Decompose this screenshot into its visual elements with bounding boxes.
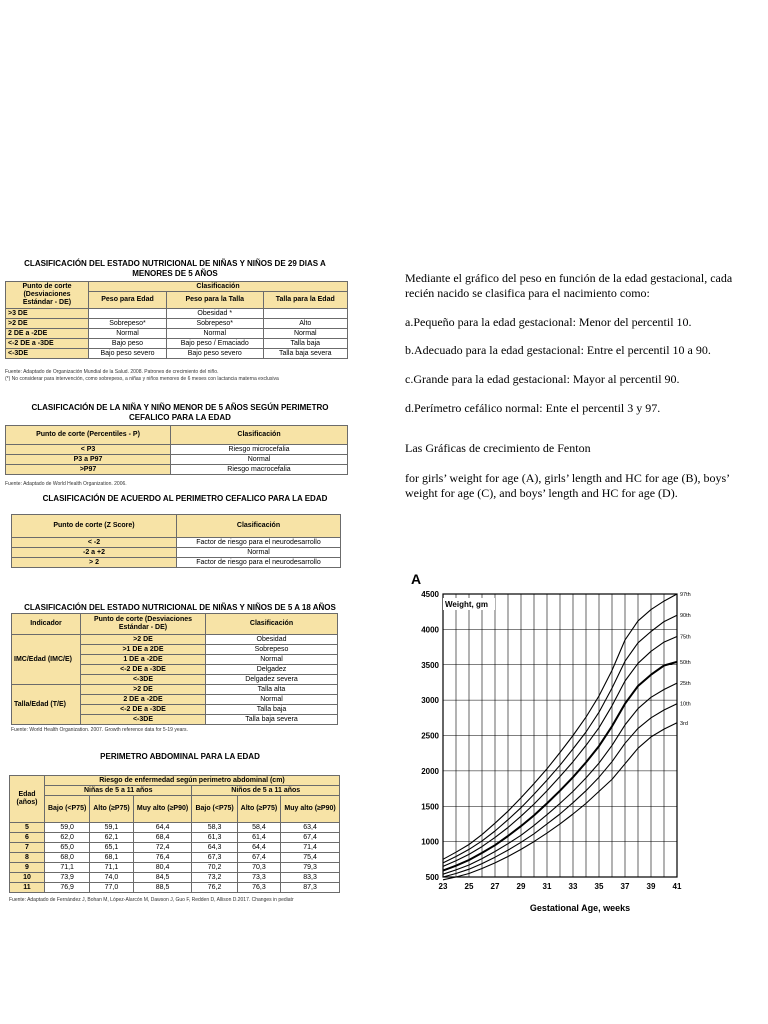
header-col: Peso para Edad [89,292,167,309]
cell: Talla baja [263,339,348,349]
table-row [10,823,340,833]
cell: Factor de riesgo para el neurodesarrollo [177,538,341,548]
cell: 76,4 [133,853,192,863]
series-label-50th: 50th [680,659,691,666]
header-sub: Bajo (<P75) [45,796,90,823]
fenton-heading: Las Gráficas de crecimiento de Fenton [405,441,591,455]
header-cutoff: Punto de corte (Percentiles - P) [6,426,171,445]
x-tick-label: 37 [620,882,630,891]
table-row [6,319,348,329]
x-tick-label: 33 [568,882,578,891]
cell: Normal [167,329,264,339]
series-label-75th: 75th [680,634,691,641]
table4-title: CLASIFICACIÓN DEL ESTADO NUTRICIONAL DE NIÑAS Y NIÑOS DE 5 A 18 AÑOS [24,603,336,612]
table2-source: Fuente: Adaptado de World Health Organization. 2006. [5,481,127,487]
cell: 77,0 [90,883,133,893]
y-tick-label: 3500 [421,660,439,670]
head-circumference-zscore-table [11,514,341,568]
cell: Sobrepeso* [89,319,167,329]
cell: 79,3 [281,863,340,873]
cell: Bajo peso severo [89,349,167,359]
table-row [6,309,348,319]
cell: Bajo peso [89,339,167,349]
y-tick-label: 2000 [421,766,439,776]
cell: 70,2 [192,863,237,873]
cell: Bajo peso severo [167,349,264,359]
header-classification: Clasificación [171,426,348,445]
x-tick-label: 41 [672,882,682,891]
cell: 87,3 [281,883,340,893]
cell: 67,3 [192,853,237,863]
table-row [12,685,338,695]
cell: 68,0 [45,853,90,863]
cell: 63,4 [281,823,340,833]
cell [89,309,167,319]
cell: 80,4 [133,863,192,873]
cell: 73,2 [192,873,237,883]
cell: 58,4 [237,823,280,833]
cell: 5 [10,823,45,833]
header-cutoff: Punto de corte (Z Score) [12,515,177,538]
cell: Talla baja severa [263,349,348,359]
cell: 1 DE a -2DE [81,655,206,665]
series-label-97th: 97th [680,592,691,598]
panel-label: A [411,571,422,587]
table-row [12,558,341,568]
table-row [6,455,348,465]
cell: 7 [10,843,45,853]
cell: <-3DE [81,675,206,685]
cell: <-2 DE a -3DE [81,705,206,715]
indicator-imc: IMC/Edad (IMC/E) [12,635,81,685]
header-risk: Riesgo de enfermedad según perimetro abdominal (cm) [45,776,340,786]
table-row [6,465,348,475]
cell: 71,4 [281,843,340,853]
header-col: Peso para la Talla [167,292,264,309]
cell: Obesidad * [167,309,264,319]
header-girls: Niñas de 5 a 11 años [45,786,192,796]
cell: 10 [10,873,45,883]
header-indicator: Indicador [12,614,81,635]
cell: 88,5 [133,883,192,893]
item-c: c.Grande para la edad gestacional: Mayor al percentil 90. [405,372,680,386]
cell: 76,9 [45,883,90,893]
table-row [10,853,340,863]
table-row [6,445,348,455]
table-row [6,329,348,339]
cell: >2 DE [6,319,89,329]
y-tick-label: 1500 [421,802,439,812]
cell: 8 [10,853,45,863]
fenton-weight-chart [405,570,725,920]
table4-source: Fuente: World Health Organization. 2007. Growth reference data for 5-19 years. [11,727,188,733]
cell: Alto [263,319,348,329]
cell: <-3DE [6,349,89,359]
cell: 59,0 [45,823,90,833]
cell: 73,3 [237,873,280,883]
table5-title: PERIMETRO ABDOMINAL PARA LA EDAD [100,752,260,761]
cell: Normal [263,329,348,339]
cell: 62,0 [45,833,90,843]
cell: Delgadez severa [206,675,338,685]
cell: Normal [206,695,338,705]
fenton-line-2: weight for age (C), and boys’ length and HC for age (D). [405,486,678,500]
cell: Talla baja severa [206,715,338,725]
header-sub: Bajo (<P75) [192,796,237,823]
table1-title: CLASIFICACIÓN DEL ESTADO NUTRICIONAL DE NIÑAS Y NIÑOS DE 29 DIAS A MENORES DE 5 AÑOS [24,259,326,278]
table2-title: CLASIFICACIÓN DE LA NIÑA Y NIÑO MENOR DE 5 AÑOS SEGÚN PERIMETRO CEFALICO PARA LA EDAD [31,403,329,422]
cell: 75,4 [281,853,340,863]
item-a: a.Pequeño para la edad gestacional: Menor del percentil 10. [405,315,692,329]
table1-source: Fuente: Adaptado de Organización Mundial de la Salud. 2008. Patrones de crecimiento del niño. [5,369,219,375]
cell: 68,1 [90,853,133,863]
cell: Normal [171,455,348,465]
intro-line-2: recién nacido se clasifica para el nacimiento como: [405,286,650,300]
cell [263,309,348,319]
header-classification: Clasificación [89,282,348,292]
table3-title: CLASIFICACIÓN DE ACUERDO AL PERIMETRO CEFALICO PARA LA EDAD [42,494,328,503]
table1-note: (*) No considerar para intervención, como sobrepeso, a niñas y niños menores de 6 meses con lactancia materna exclusiva [5,376,279,382]
header-col: Talla para la Edad [263,292,348,309]
cell: 58,3 [192,823,237,833]
cell: 73,9 [45,873,90,883]
cell: 59,1 [90,823,133,833]
cell: 84,5 [133,873,192,883]
cell: 61,3 [192,833,237,843]
x-axis-label: Gestational Age, weeks [529,903,631,913]
cell: < -2 [12,538,177,548]
x-tick-label: 29 [516,882,526,891]
weight-label: Weight, gm [445,600,488,609]
cell: P3 a P97 [6,455,171,465]
header-cutoff: Punto de corte (Desviaciones Estándar - DE) [6,282,89,309]
table-row [12,548,341,558]
cell: 72,4 [133,843,192,853]
cell: 68,4 [133,833,192,843]
table-row [10,833,340,843]
indicator-talla: Talla/Edad (T/E) [12,685,81,725]
cell: Normal [206,655,338,665]
cell: Delgadez [206,665,338,675]
cell: Obesidad [206,635,338,645]
header-classification: Clasificación [206,614,338,635]
series-label-90th: 90th [680,613,691,620]
series-label-25th: 25th [680,681,691,688]
cell: Talla baja [206,705,338,715]
cell: <-2 DE a -3DE [6,339,89,349]
y-tick-label: 4000 [421,625,439,635]
cell: 6 [10,833,45,843]
series-label-3rd: 3rd [680,720,688,727]
header-cutoff: Punto de corte (Desviaciones Estándar - DE) [81,614,206,635]
table-row [10,863,340,873]
cell: > 2 [12,558,177,568]
cell: 61,4 [237,833,280,843]
cell: >2 DE [81,635,206,645]
cell: 71,1 [90,863,133,873]
cell: 62,1 [90,833,133,843]
cell: 11 [10,883,45,893]
cell: >2 DE [81,685,206,695]
header-age: Edad (años) [10,776,45,823]
table-row [10,873,340,883]
table-row [10,883,340,893]
cell: Riesgo microcefalia [171,445,348,455]
cell: < P3 [6,445,171,455]
cell: Talla alta [206,685,338,695]
x-tick-label: 39 [646,882,656,891]
cell: 76,2 [192,883,237,893]
cell: 83,3 [281,873,340,883]
y-tick-label: 4500 [421,590,439,599]
cell: 64,4 [237,843,280,853]
y-tick-label: 1000 [421,837,439,847]
series-label-10th: 10th [680,701,691,708]
x-tick-label: 27 [490,882,500,891]
table5-source: Fuente: Adaptado de Fernández J, Bohan M, López-Alarcón M, Dawson J, Guo F, Redden D, Allison D.2017. Changes in pediatr [9,897,294,903]
y-tick-label: 500 [425,873,439,882]
header-sub: Alto (≥P75) [90,796,133,823]
cell: >1 DE a 2DE [81,645,206,655]
cell: 70,3 [237,863,280,873]
cell: Sobrepeso [206,645,338,655]
cell: 2 DE a -2DE [6,329,89,339]
cell: 67,4 [281,833,340,843]
cell: -2 a +2 [12,548,177,558]
intro-line-1: Mediante el gráfico del peso en función de la edad gestacional, cada [405,271,733,285]
nutrition-under5-table [5,281,348,359]
header-boys: Niños de 5 a 11 años [192,786,340,796]
cell: 64,3 [192,843,237,853]
y-tick-label: 2500 [421,731,439,741]
head-circumference-percentile-table [5,425,348,475]
cell: <-2 DE a -3DE [81,665,206,675]
cell: 65,0 [45,843,90,853]
cell: Riesgo macrocefalia [171,465,348,475]
fenton-line-1: for girls’ weight for age (A), girls’ length and HC for age (B), boys’ [405,471,731,485]
cell: Bajo peso / Emaciado [167,339,264,349]
cell: 74,0 [90,873,133,883]
cell: Factor de riesgo para el neurodesarrollo [177,558,341,568]
abdominal-perimeter-table [9,775,340,893]
cell: Normal [177,548,341,558]
cell: Sobrepeso* [167,319,264,329]
header-sub: Muy alto (≥P90) [281,796,340,823]
x-tick-label: 25 [464,882,474,891]
cell: 65,1 [90,843,133,853]
table-row [6,339,348,349]
cell: 67,4 [237,853,280,863]
cell: Normal [89,329,167,339]
table-row [10,843,340,853]
table-row [12,635,338,645]
nutrition-5-18-table [11,613,338,725]
x-tick-label: 35 [594,882,604,891]
table-row [12,538,341,548]
x-tick-label: 31 [542,882,552,891]
cell: >P97 [6,465,171,475]
cell: 76,3 [237,883,280,893]
header-classification: Clasificación [177,515,341,538]
table-row [6,349,348,359]
header-sub: Muy alto (≥P90) [133,796,192,823]
cell: <-3DE [81,715,206,725]
x-tick-label: 23 [438,882,448,891]
cell: 64,4 [133,823,192,833]
item-b: b.Adecuado para la edad gestacional: Entre el percentil 10 a 90. [405,343,711,357]
y-tick-label: 3000 [421,696,439,706]
header-sub: Alto (≥P75) [237,796,280,823]
cell: >3 DE [6,309,89,319]
cell: 2 DE a -2DE [81,695,206,705]
item-d: d.Perímetro cefálico normal: Ente el percentil 3 y 97. [405,401,661,415]
cell: 71,1 [45,863,90,873]
cell: 9 [10,863,45,873]
